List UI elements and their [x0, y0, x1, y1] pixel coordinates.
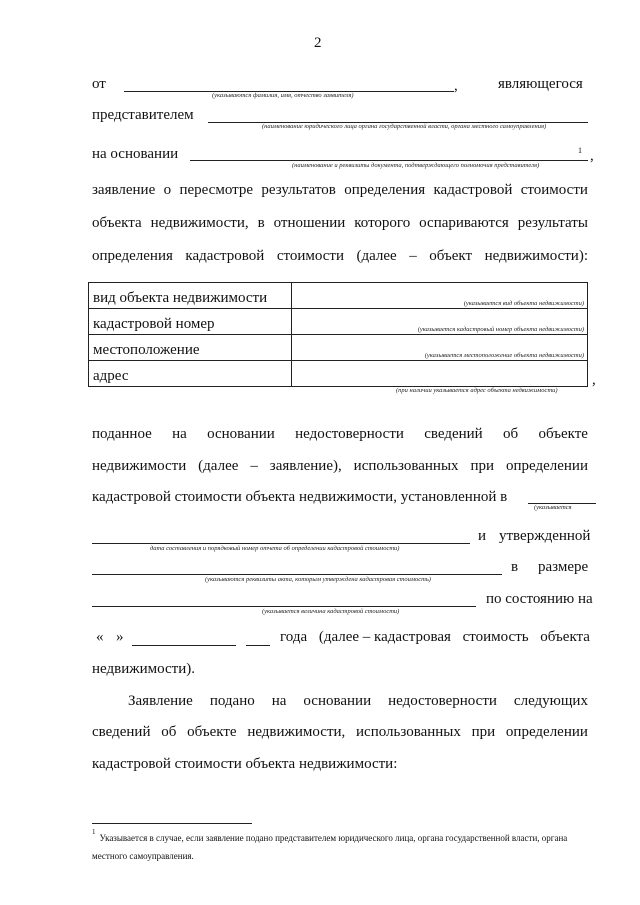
approved-word: утвержденной	[499, 528, 591, 544]
cadastral-number-hint: (указывается кадастровый номер объекта недвижимости)	[417, 325, 584, 333]
location-hint: (указывается местоположение объекта недвижимости)	[424, 351, 584, 359]
word: кадастровой	[185, 248, 265, 264]
word: недвижимости):	[484, 248, 588, 264]
from-label: от	[92, 76, 106, 92]
report-date-hint-start: (указывается	[534, 504, 572, 511]
property-table	[88, 282, 588, 387]
cadastral-number-field[interactable]	[292, 309, 588, 335]
word: объекта	[540, 629, 590, 645]
approval-act-hint: (указываются реквизиты акта, которым утверждена кадастровая стоимость)	[205, 576, 431, 583]
word: при	[470, 458, 495, 474]
word: которого	[354, 215, 411, 231]
date-close-quote: »	[116, 629, 124, 645]
word: при	[471, 724, 496, 740]
word: оспариваются	[419, 215, 509, 231]
word: определения	[92, 248, 173, 264]
word: объекте	[538, 426, 588, 442]
location-field[interactable]	[292, 335, 588, 361]
basis-comma: ,	[590, 148, 594, 164]
date-month-field[interactable]	[132, 645, 236, 646]
word: недвижимости,	[150, 215, 249, 231]
paragraph2-line-2	[92, 725, 588, 740]
paragraph2-last-line: кадастровой стоимости объекта недвижимости:	[92, 756, 398, 772]
word: определении	[505, 724, 588, 740]
address-hint: (при наличии указывается адрес объекта недвижимости)	[396, 387, 558, 394]
submitted-line-1	[92, 427, 588, 442]
basis-hint: (наименование и реквизиты документа, подтверждающего полномочия представителя)	[292, 162, 540, 169]
word: заявление	[92, 182, 156, 198]
table-row	[89, 283, 588, 309]
submitted-line-2	[92, 459, 588, 474]
and-word: и	[478, 528, 487, 544]
word: определения	[344, 182, 426, 198]
being-label: являющегося	[498, 76, 583, 92]
as-of-text: по состоянию на	[486, 591, 593, 607]
amount-word: размере	[538, 559, 589, 575]
cadastral-number-label: кадастровой номер	[89, 309, 292, 335]
table-comma: ,	[592, 372, 596, 388]
word: (далее	[198, 458, 239, 474]
word: –	[409, 248, 417, 264]
footnote	[92, 828, 592, 864]
representative-label: представителем	[92, 107, 194, 123]
address-field[interactable]	[292, 361, 588, 387]
word: определении	[505, 458, 588, 474]
intro-line-3	[92, 249, 588, 264]
table-row	[89, 335, 588, 361]
word: сведений	[424, 426, 483, 442]
word: сведений	[92, 724, 151, 740]
date-row-end: недвижимости).	[92, 661, 195, 677]
from-comma: ,	[454, 78, 458, 94]
word: использованных	[353, 458, 459, 474]
word: основании	[207, 426, 275, 442]
word: стоимости	[520, 182, 588, 198]
representative-hint: (наименование юридического лица органа государственной власти, органа местного самоуправления)	[262, 123, 547, 130]
established-text: кадастровой стоимости объекта недвижимости, установленной в	[92, 489, 508, 505]
word: года	[280, 629, 308, 645]
applicant-name-hint: (указываются фамилия, имя, отчество заявителя)	[212, 92, 354, 99]
word: отношении	[273, 215, 346, 231]
word: недвижимости	[92, 458, 187, 474]
word: стоимости	[276, 248, 344, 264]
word: недвижимости,	[247, 724, 346, 740]
footnote-mark: 1	[92, 828, 96, 836]
date-year-field[interactable]	[246, 645, 270, 646]
table-row	[89, 361, 588, 387]
word: пересмотре	[179, 182, 254, 198]
word: о	[163, 182, 172, 198]
intro-line-1	[92, 183, 588, 198]
word: результаты	[517, 215, 588, 231]
date-row-tail	[280, 630, 590, 645]
location-label: местоположение	[89, 335, 292, 361]
word: –	[250, 458, 258, 474]
footnote-separator	[92, 823, 252, 824]
word: объекте	[187, 724, 237, 740]
approval-act-field[interactable]	[92, 574, 502, 575]
word: недостоверности	[388, 693, 497, 709]
cadastral-value-hint: (указывается величина кадастровой стоимости)	[262, 608, 400, 615]
word: (далее – кадастровая	[318, 629, 451, 645]
property-type-label: вид объекта недвижимости	[89, 283, 292, 309]
word: поданное	[92, 426, 152, 442]
word: объекта	[92, 215, 142, 231]
word: на	[172, 426, 187, 442]
word: объект	[429, 248, 473, 264]
report-date-field[interactable]	[92, 543, 470, 544]
word: заявление),	[269, 458, 342, 474]
in-word: в	[511, 559, 519, 575]
basis-footnote-mark: 1	[578, 146, 582, 155]
word: (далее	[356, 248, 397, 264]
date-open-quote: «	[96, 629, 104, 645]
basis-label: на основании	[92, 146, 179, 162]
paragraph2-line-1	[128, 694, 588, 709]
page-number: 2	[314, 35, 322, 51]
basis-document-field[interactable]	[190, 160, 588, 161]
word: недостоверности	[295, 426, 404, 442]
word: на	[271, 693, 287, 709]
word: основании	[303, 693, 372, 709]
word: об	[161, 724, 177, 740]
address-label: адрес	[89, 361, 292, 387]
report-date-hint: дата составления и порядковый номер отчета об определении кадастровой стоимости)	[150, 545, 400, 552]
intro-line-2	[92, 216, 588, 231]
word: Заявление	[128, 693, 193, 709]
footnote-text: Указывается в случае, если заявление подано представителем юридического лица, органа государственной власти, органа местного самоуправления.	[92, 833, 568, 861]
word: подано	[209, 693, 255, 709]
cadastral-value-field[interactable]	[92, 606, 476, 607]
word: кадастровой	[433, 182, 513, 198]
word: в	[257, 215, 265, 231]
property-type-field[interactable]	[292, 283, 588, 309]
word: использованных	[356, 724, 461, 740]
word: результатов	[261, 182, 336, 198]
property-type-hint: (указывается вид объекта недвижимости)	[463, 299, 584, 307]
table-row	[89, 309, 588, 335]
word: следующих	[513, 693, 588, 709]
word: об	[503, 426, 519, 442]
word: стоимость	[462, 629, 529, 645]
